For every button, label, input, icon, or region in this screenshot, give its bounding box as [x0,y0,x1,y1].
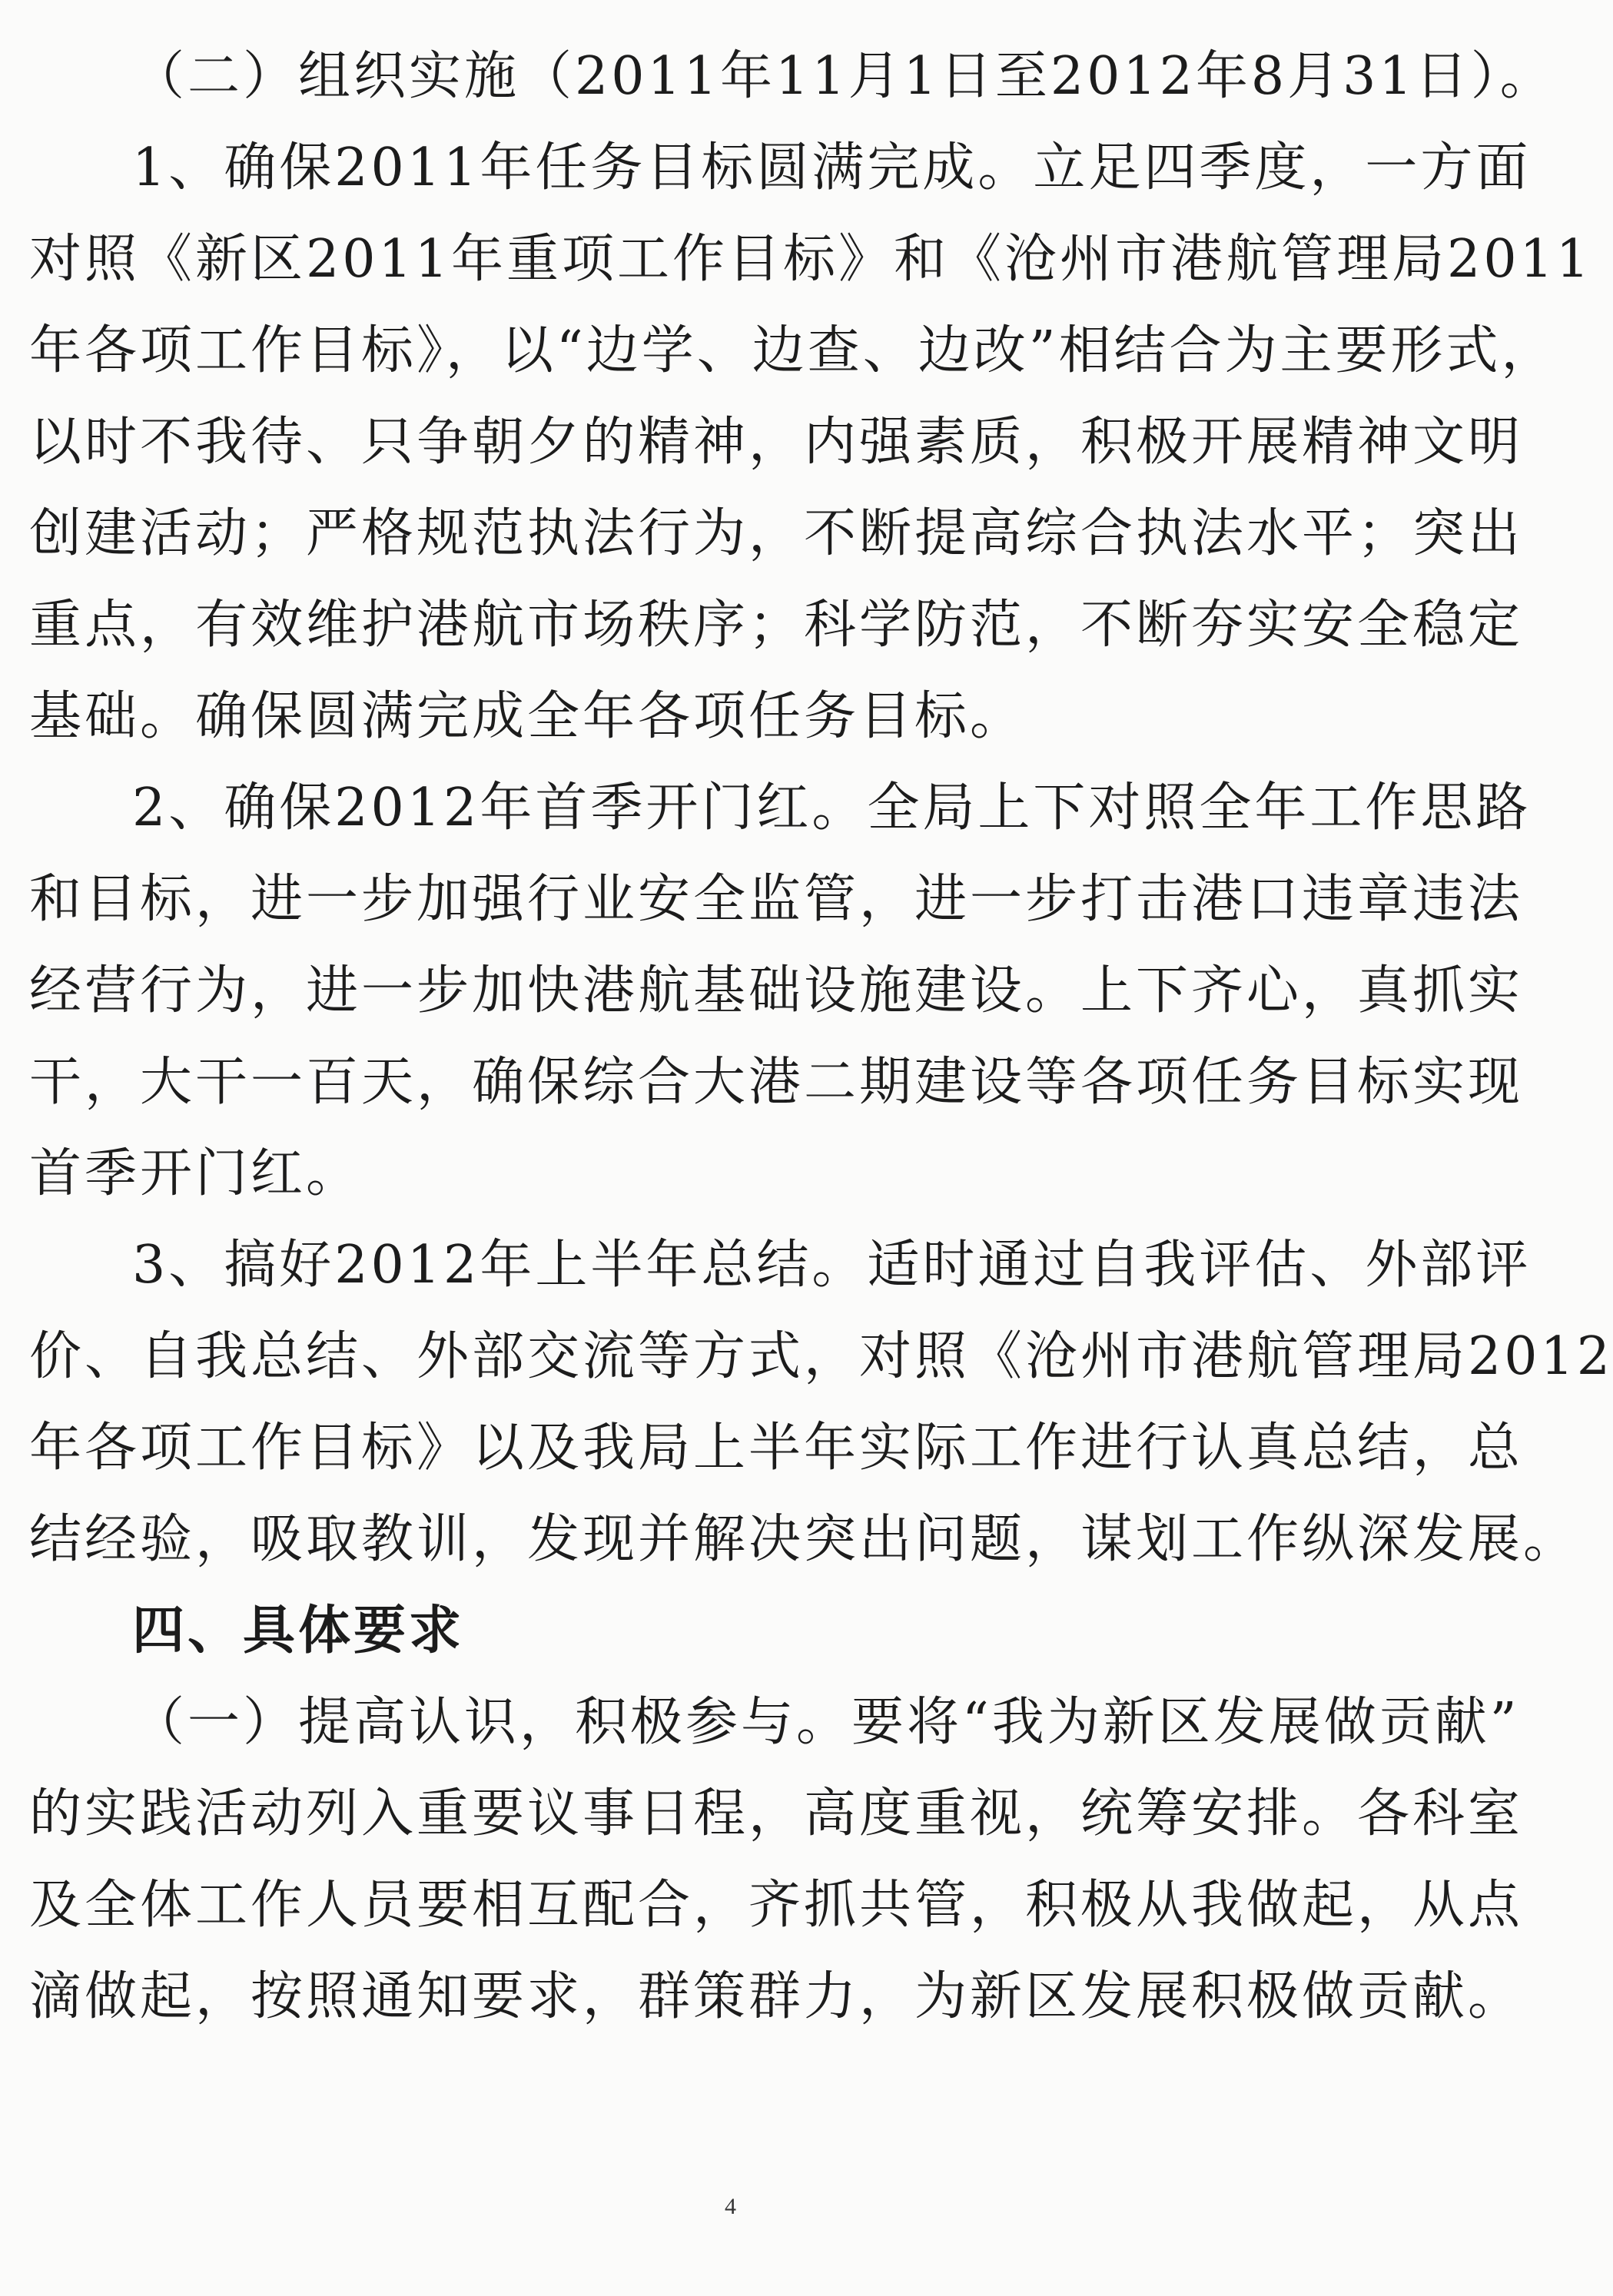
paragraph-line: 及全体工作人员要相互配合，齐抓共管，积极从我做起，从点 [29,1875,1524,1936]
page-number: 4 [725,2194,736,2219]
paragraph-line: 年各项工作目标》，以“边学、边查、边改”相结合为主要形式， [29,320,1557,381]
paragraph-line: 以时不我待、只争朝夕的精神，内强素质，积极开展精神文明 [29,412,1524,473]
paragraph-line: 基础。确保圆满完成全年各项任务目标。 [29,686,1026,747]
paragraph-line: 对照《新区2011年重项工作目标》和《沧州市港航管理局2011 [29,229,1593,290]
paragraph-line: 年各项工作目标》以及我局上半年实际工作进行认真总结，总 [29,1418,1524,1478]
section-heading: 四、具体要求 [132,1601,465,1661]
paragraph-line: 首季开门红。 [29,1143,362,1204]
paragraph-line: 结经验，吸取教训，发现并解决突出问题，谋划工作纵深发展。 [29,1509,1579,1570]
paragraph-line: （一）提高认识，积极参与。要将“我为新区发展做贡献” [132,1692,1520,1753]
paragraph-line: 和目标，进一步加强行业安全监管，进一步打击港口违章违法 [29,869,1524,930]
paragraph-line: 的实践活动列入重要议事日程，高度重视，统筹安排。各科室 [29,1783,1524,1844]
paragraph-line: （二）组织实施（2011年11月1日至2012年8月31日）。 [132,46,1555,107]
paragraph-line: 3、搞好2012年上半年总结。适时通过自我评估、外部评 [132,1235,1532,1296]
paragraph-line: 创建活动；严格规范执法行为，不断提高综合执法水平；突出 [29,503,1524,564]
paragraph-line: 价、自我总结、外部交流等方式，对照《沧州市港航管理局2012 [29,1326,1613,1387]
paragraph-line: 1、确保2011年任务目标圆满完成。立足四季度，一方面 [132,138,1532,198]
paragraph-line: 滴做起，按照通知要求，群策群力，为新区发展积极做贡献。 [29,1966,1524,2027]
paragraph-line: 经营行为，进一步加快港航基础设施建设。上下齐心，真抓实 [29,961,1524,1021]
paragraph-line: 重点，有效维护港航市场秩序；科学防范，不断夯实安全稳定 [29,595,1524,655]
paragraph-line: 2、确保2012年首季开门红。全局上下对照全年工作思路 [132,778,1532,838]
paragraph-line: 干，大干一百天，确保综合大港二期建设等各项任务目标实现 [29,1052,1524,1113]
document-body [29,31,1613,2042]
